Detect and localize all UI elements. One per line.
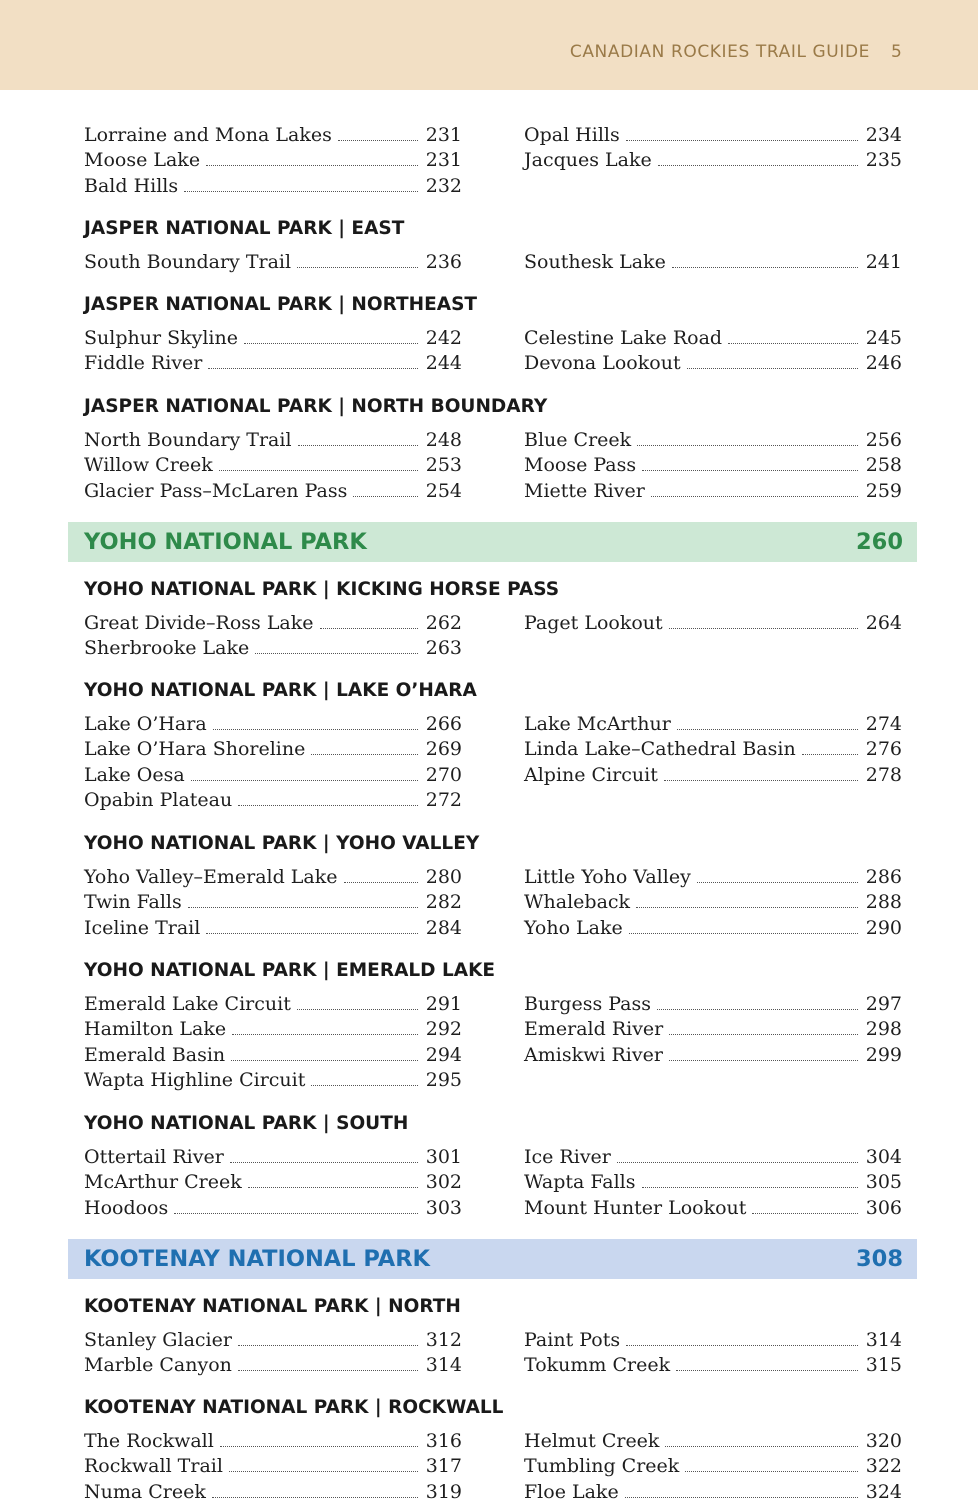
dot-leader (677, 729, 858, 730)
dot-leader (297, 1009, 418, 1010)
entry-page-number: 280 (425, 865, 462, 888)
entry-title: Emerald Lake Circuit (84, 992, 291, 1015)
dot-leader (676, 1370, 858, 1371)
toc-entry[interactable] (84, 786, 462, 812)
entries-column-left (84, 862, 462, 939)
toc-entry[interactable] (84, 1066, 462, 1092)
toc-entry[interactable] (524, 862, 902, 888)
entry-page-number: 317 (425, 1455, 462, 1477)
dot-leader (636, 907, 858, 908)
entries-column-right (524, 1142, 902, 1219)
dot-leader (248, 1187, 418, 1188)
entry-title: Lake O’Hara (84, 712, 207, 735)
entries-column-left (84, 608, 462, 659)
entry-title: Bald Hills (84, 174, 179, 197)
dot-leader (238, 1345, 418, 1346)
toc-entry[interactable] (524, 913, 902, 939)
toc-entry[interactable] (84, 1168, 462, 1194)
entry-page-number: 270 (425, 763, 462, 786)
section-heading: YOHO NATIONAL PARK | YOHO VALLEY (84, 833, 480, 854)
dot-leader (219, 470, 418, 471)
toc-entry[interactable] (524, 989, 902, 1015)
entry-title: Yoho Lake (524, 916, 623, 939)
entry-title: South Boundary Trail (84, 250, 292, 273)
dot-leader (664, 780, 858, 781)
dot-leader (206, 165, 418, 166)
toc-entry[interactable] (84, 120, 462, 146)
entry-title: Yoho Valley–Emerald Lake (84, 865, 338, 888)
entries-column-right (524, 425, 902, 502)
entry-page-number: 274 (865, 712, 902, 735)
entry-page-number: 291 (425, 992, 462, 1015)
entry-page-number: 258 (865, 454, 902, 476)
entry-page-number: 262 (425, 611, 462, 634)
entry-page-number: 278 (865, 763, 902, 786)
entries-column-right (524, 709, 902, 786)
dot-leader (320, 628, 418, 629)
toc-entry[interactable] (84, 247, 462, 273)
entry-title: Sulphur Skyline (84, 326, 238, 349)
entry-title: North Boundary Trail (84, 428, 292, 451)
entry-page-number: 306 (865, 1196, 902, 1219)
entry-title: Jacques Lake (524, 149, 652, 171)
entry-page-number: 264 (865, 611, 902, 634)
dot-leader (651, 496, 858, 497)
entry-title: Paget Lookout (524, 611, 663, 634)
dot-leader (188, 907, 418, 908)
toc-entry[interactable] (84, 735, 462, 761)
dot-leader (206, 933, 417, 934)
toc-entry[interactable] (524, 1452, 902, 1478)
dot-leader (298, 445, 418, 446)
entry-title: Wapta Highline Circuit (84, 1069, 306, 1091)
toc-entry[interactable] (84, 1351, 462, 1377)
entry-title: Linda Lake–Cathedral Basin (524, 738, 796, 760)
entries-column-left (84, 425, 462, 502)
entry-title: Alpine Circuit (524, 763, 658, 786)
entry-page-number: 290 (865, 916, 902, 939)
dot-leader (802, 754, 858, 755)
dot-leader (657, 1009, 858, 1010)
entry-title: Lorraine and Mona Lakes (84, 123, 332, 146)
dot-leader (697, 882, 858, 883)
entry-title: Miette River (524, 479, 645, 502)
entry-page-number: 276 (865, 738, 902, 760)
entry-page-number: 235 (865, 149, 902, 171)
entry-page-number: 324 (865, 1480, 902, 1503)
entry-page-number: 292 (425, 1018, 462, 1040)
entry-title: Moose Pass (524, 454, 637, 476)
section-heading: JASPER NATIONAL PARK | NORTHEAST (84, 294, 478, 315)
entries-column-right (524, 1426, 902, 1503)
entry-page-number: 259 (865, 479, 902, 502)
toc-entry[interactable] (524, 476, 902, 502)
entry-page-number: 282 (425, 891, 462, 913)
entry-page-number: 246 (865, 352, 902, 374)
entry-title: Emerald Basin (84, 1043, 226, 1066)
toc-entry[interactable] (84, 989, 462, 1015)
toc-entry[interactable] (84, 888, 462, 914)
toc-entry[interactable] (524, 323, 902, 349)
toc-entry[interactable] (524, 247, 902, 273)
entries-column-right (524, 989, 902, 1066)
entry-page-number: 295 (425, 1069, 462, 1091)
entry-page-number: 314 (865, 1328, 902, 1351)
entry-title: Lake O’Hara Shoreline (84, 738, 306, 760)
entry-page-number: 301 (425, 1145, 462, 1168)
toc-entry[interactable] (84, 323, 462, 349)
entry-title: Hoodoos (84, 1196, 169, 1219)
entry-title: Opal Hills (524, 123, 620, 146)
entry-page-number: 284 (425, 916, 462, 939)
dot-leader (231, 1060, 418, 1061)
dot-leader (213, 729, 418, 730)
toc-entry[interactable] (524, 608, 902, 634)
entry-title: Stanley Glacier (84, 1328, 232, 1351)
entry-page-number: 303 (425, 1196, 462, 1219)
entry-title: Wapta Falls (524, 1171, 636, 1193)
dot-leader (191, 780, 418, 781)
dot-leader (669, 1060, 858, 1061)
section-heading: YOHO NATIONAL PARK | EMERALD LAKE (84, 960, 496, 981)
toc-entry[interactable] (84, 1142, 462, 1168)
entry-title: Hamilton Lake (84, 1018, 227, 1040)
entry-page-number: 245 (865, 326, 902, 349)
entry-page-number: 236 (425, 250, 462, 273)
toc-entry[interactable] (524, 735, 902, 761)
dot-leader (617, 1162, 858, 1163)
entry-page-number: 269 (425, 738, 462, 760)
entry-page-number: 248 (425, 428, 462, 451)
entries-column-right (524, 862, 902, 939)
entry-page-number: 286 (865, 865, 902, 888)
entry-title: Paint Pots (524, 1328, 621, 1351)
running-header-title: CANADIAN ROCKIES TRAIL GUIDE (569, 42, 870, 62)
dot-leader (212, 1497, 418, 1498)
dot-leader (220, 1446, 418, 1447)
toc-entry[interactable] (84, 913, 462, 939)
park-heading-title: KOOTENAY NATIONAL PARK (84, 1246, 430, 1272)
dot-leader (297, 267, 418, 268)
entries-column-right (524, 323, 902, 374)
entries-column-left (84, 1142, 462, 1219)
dot-leader (752, 1213, 857, 1214)
toc-entry[interactable] (84, 1477, 462, 1503)
entry-title: Floe Lake (524, 1480, 619, 1503)
entry-title: Lake McArthur (524, 712, 671, 735)
entry-page-number: 314 (425, 1354, 462, 1376)
toc-entry[interactable] (524, 709, 902, 735)
entry-title: Little Yoho Valley (524, 865, 691, 888)
entry-title: Willow Creek (84, 454, 213, 476)
dot-leader (238, 1370, 418, 1371)
park-heading-band (68, 522, 917, 562)
entry-title: McArthur Creek (84, 1171, 242, 1193)
toc-entry[interactable] (84, 1193, 462, 1219)
toc-entry[interactable] (84, 862, 462, 888)
entry-title: Helmut Creek (524, 1429, 660, 1452)
entry-page-number: 319 (425, 1480, 462, 1503)
park-heading-band (68, 1239, 917, 1279)
dot-leader (642, 470, 858, 471)
dot-leader (174, 1213, 417, 1214)
entry-page-number: 299 (865, 1043, 902, 1066)
entries-column-left (84, 989, 462, 1091)
park-heading-page: 308 (856, 1246, 903, 1272)
entry-page-number: 302 (425, 1171, 462, 1193)
entries-column-left (84, 1325, 462, 1376)
section-heading: YOHO NATIONAL PARK | KICKING HORSE PASS (84, 579, 560, 600)
toc-entry[interactable] (524, 349, 902, 375)
dot-leader (311, 1085, 417, 1086)
entries-column-left (84, 323, 462, 374)
entry-title: Emerald River (524, 1018, 664, 1040)
toc-entry[interactable] (524, 1142, 902, 1168)
entry-page-number: 232 (425, 174, 462, 197)
toc-entry[interactable] (84, 476, 462, 502)
section-heading: KOOTENAY NATIONAL PARK | ROCKWALL (84, 1397, 504, 1418)
dot-leader (687, 368, 858, 369)
park-heading-title: YOHO NATIONAL PARK (84, 529, 367, 555)
dot-leader (311, 754, 417, 755)
dot-leader (255, 653, 418, 654)
section-heading: YOHO NATIONAL PARK | SOUTH (84, 1113, 409, 1134)
dot-leader (626, 1345, 858, 1346)
dot-leader (625, 1497, 858, 1498)
dot-leader (669, 1034, 857, 1035)
entries-column-left (84, 120, 462, 197)
dot-leader (229, 1471, 418, 1472)
dot-leader (344, 882, 418, 883)
entry-page-number: 231 (425, 123, 462, 146)
entry-page-number: 253 (425, 454, 462, 476)
entries-column-right (524, 247, 902, 273)
entry-page-number: 256 (865, 428, 902, 451)
toc-entry[interactable] (524, 1477, 902, 1503)
dot-leader (238, 805, 418, 806)
entry-title: Lake Oesa (84, 763, 185, 786)
toc-entry[interactable] (524, 1426, 902, 1452)
toc-entry[interactable] (84, 349, 462, 375)
entry-page-number: 254 (425, 479, 462, 502)
entry-title: Tumbling Creek (524, 1455, 680, 1477)
dot-leader (184, 191, 418, 192)
section-heading: YOHO NATIONAL PARK | LAKE O’HARA (84, 680, 477, 701)
entry-page-number: 305 (865, 1171, 902, 1193)
entry-title: Glacier Pass–McLaren Pass (84, 479, 348, 502)
park-heading-page: 260 (856, 529, 903, 555)
entry-title: Opabin Plateau (84, 789, 233, 811)
dot-leader (669, 628, 858, 629)
entry-page-number: 315 (865, 1354, 902, 1376)
toc-entry[interactable] (84, 634, 462, 660)
dot-leader (626, 140, 858, 141)
entry-title: Blue Creek (524, 428, 632, 451)
entries-column-left (84, 1426, 462, 1503)
entry-page-number: 263 (425, 637, 462, 659)
section-heading: JASPER NATIONAL PARK | NORTH BOUNDARY (84, 396, 548, 417)
toc-entry[interactable] (524, 1351, 902, 1377)
entry-page-number: 242 (425, 326, 462, 349)
toc-entry[interactable] (84, 1040, 462, 1066)
toc-entry[interactable] (84, 451, 462, 477)
toc-entry[interactable] (524, 1325, 902, 1351)
entries-column-right (524, 120, 902, 171)
dot-leader (208, 368, 417, 369)
entry-title: Sherbrooke Lake (84, 637, 250, 659)
dot-leader (665, 1446, 857, 1447)
entry-title: Moose Lake (84, 149, 201, 171)
toc-entry[interactable] (84, 1325, 462, 1351)
entry-title: Fiddle River (84, 352, 203, 374)
toc-entry[interactable] (84, 760, 462, 786)
toc-entry[interactable] (524, 1193, 902, 1219)
entry-page-number: 231 (425, 149, 462, 171)
entry-title: Twin Falls (84, 891, 182, 913)
page-number: 5 (891, 42, 902, 62)
dot-leader (629, 933, 858, 934)
entry-page-number: 288 (865, 891, 902, 913)
entry-page-number: 244 (425, 352, 462, 374)
dot-leader (685, 1471, 857, 1472)
toc-entry[interactable] (524, 888, 902, 914)
entry-title: Tokumm Creek (524, 1354, 671, 1376)
dot-leader (658, 165, 858, 166)
entry-page-number: 322 (865, 1455, 902, 1477)
entry-page-number: 266 (425, 712, 462, 735)
dot-leader (642, 1187, 858, 1188)
toc-entry[interactable] (84, 171, 462, 197)
entry-page-number: 297 (865, 992, 902, 1015)
entry-page-number: 298 (865, 1018, 902, 1040)
entry-page-number: 320 (865, 1429, 902, 1452)
entry-title: Ice River (524, 1145, 611, 1168)
toc-entry[interactable] (524, 451, 902, 477)
entry-page-number: 241 (865, 250, 902, 273)
entry-title: Marble Canyon (84, 1354, 232, 1376)
entry-page-number: 272 (425, 789, 462, 811)
entries-column-right (524, 608, 902, 634)
toc-entry[interactable] (84, 1015, 462, 1041)
entry-page-number: 304 (865, 1145, 902, 1168)
entry-title: Great Divide–Ross Lake (84, 611, 314, 634)
entry-title: Iceline Trail (84, 916, 201, 939)
entry-title: Amiskwi River (524, 1043, 663, 1066)
entry-title: Celestine Lake Road (524, 326, 723, 349)
toc-entry[interactable] (84, 1452, 462, 1478)
entry-page-number: 234 (865, 123, 902, 146)
entry-title: Devona Lookout (524, 352, 681, 374)
entry-page-number: 312 (425, 1328, 462, 1351)
toc-entry[interactable] (524, 1015, 902, 1041)
section-heading: KOOTENAY NATIONAL PARK | NORTH (84, 1296, 461, 1317)
entry-title: Burgess Pass (524, 992, 651, 1015)
entry-title: Rockwall Trail (84, 1455, 223, 1477)
toc-entry[interactable] (84, 146, 462, 172)
toc-entry[interactable] (524, 760, 902, 786)
entry-title: Mount Hunter Lookout (524, 1196, 747, 1219)
entry-title: Whaleback (524, 891, 631, 913)
dot-leader (672, 267, 858, 268)
dot-leader (637, 445, 858, 446)
dot-leader (338, 140, 418, 141)
toc-entry[interactable] (84, 608, 462, 634)
toc-entry[interactable] (524, 425, 902, 451)
dot-leader (353, 496, 417, 497)
toc-entry[interactable] (524, 1040, 902, 1066)
toc-entry[interactable] (84, 425, 462, 451)
dot-leader (244, 343, 418, 344)
entry-title: Numa Creek (84, 1480, 206, 1503)
entries-column-left (84, 247, 462, 273)
entry-title: Southesk Lake (524, 250, 666, 273)
entry-page-number: 316 (425, 1429, 462, 1452)
entries-column-left (84, 709, 462, 811)
entry-page-number: 294 (425, 1043, 462, 1066)
dot-leader (230, 1162, 418, 1163)
toc-entry[interactable] (524, 146, 902, 172)
dot-leader (232, 1034, 418, 1035)
entry-title: The Rockwall (84, 1429, 214, 1452)
toc-entry[interactable] (84, 1426, 462, 1452)
toc-entry[interactable] (524, 120, 902, 146)
entries-column-right (524, 1325, 902, 1376)
toc-entry[interactable] (84, 709, 462, 735)
section-heading: JASPER NATIONAL PARK | EAST (84, 218, 405, 239)
toc-entry[interactable] (524, 1168, 902, 1194)
dot-leader (728, 343, 858, 344)
entry-title: Ottertail River (84, 1145, 224, 1168)
